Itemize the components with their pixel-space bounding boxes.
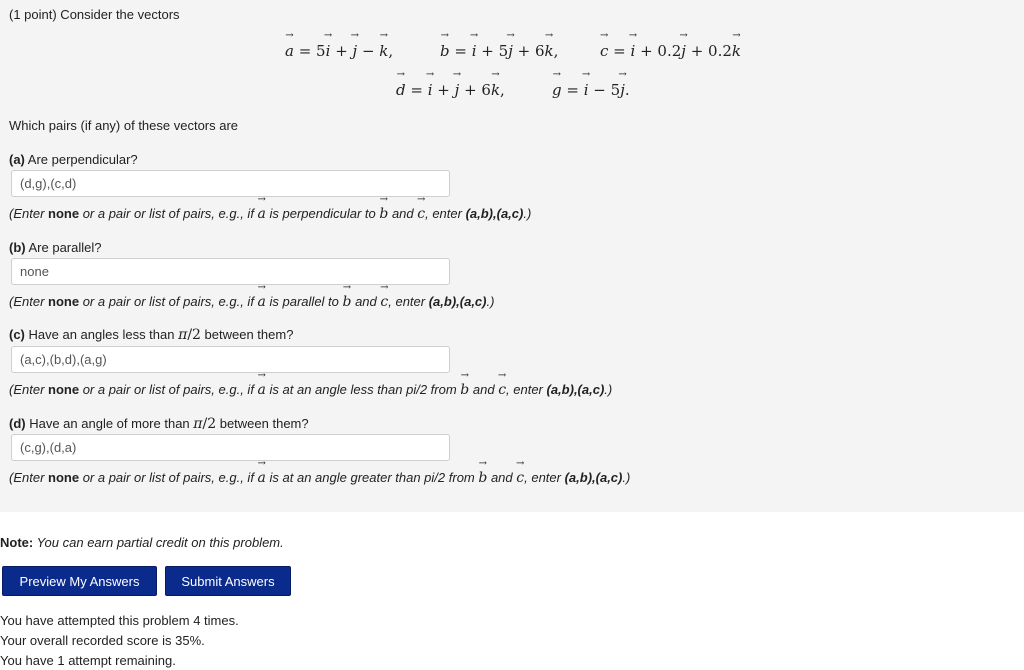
preview-answers-button[interactable]: Preview My Answers — [2, 566, 157, 596]
remaining-status: You have 1 attempt remaining. — [0, 653, 176, 668]
part-c-hint: (Enter none or a pair or list of pairs, e.g., if → a is at an angle less than pi/2 from → b and → c, enter (a,b),(a,c).) — [9, 382, 612, 398]
answer-input-b[interactable] — [11, 258, 450, 285]
part-d-label: (d) Have an angle of more than π/2 between them? — [9, 416, 309, 432]
part-b-label: (b) Are parallel? — [9, 240, 102, 255]
question-prompt: Which pairs (if any) of these vectors are — [9, 118, 239, 133]
part-a-hint: (Enter none or a pair or list of pairs, e.g., if → a is perpendicular to → b and → c, enter (a,b),(a,c).) — [9, 206, 531, 222]
problem-intro: (1 point) Consider the vectors — [9, 7, 180, 22]
part-d-hint: (Enter none or a pair or list of pairs, e.g., if → a is at an angle greater than pi/2 from → b and → c, enter (a,b),(a,c).) — [9, 470, 630, 486]
vector-a-equation: → a = 5→ i + → j − → k, — [285, 42, 393, 60]
vector-g-equation: → g = → i − 5→ j. — [552, 81, 630, 99]
part-c-label: (c) Have an angles less than π/2 between them? — [9, 327, 294, 343]
vector-d-equation: → d = → i + → j + 6→ k, — [396, 81, 505, 99]
submit-answers-button[interactable]: Submit Answers — [165, 566, 291, 596]
answer-input-d[interactable] — [11, 434, 450, 461]
part-b-hint: (Enter none or a pair or list of pairs, e.g., if → a is parallel to → b and → c, enter (a,b),(a,c).) — [9, 294, 494, 310]
part-a-label: (a) Are perpendicular? — [9, 152, 138, 167]
score-status: Your overall recorded score is 35%. — [0, 633, 205, 648]
vector-b-equation: → b = → i + 5→ j + 6→ k, — [440, 42, 558, 60]
attempts-status: You have attempted this problem 4 times. — [0, 613, 239, 628]
vector-c-equation: → c = → i + 0.2→ j + 0.2→ k — [600, 42, 741, 60]
answer-input-c[interactable] — [11, 346, 450, 373]
partial-credit-note: Note: You can earn partial credit on this problem. — [0, 535, 284, 550]
answer-input-a[interactable] — [11, 170, 450, 197]
